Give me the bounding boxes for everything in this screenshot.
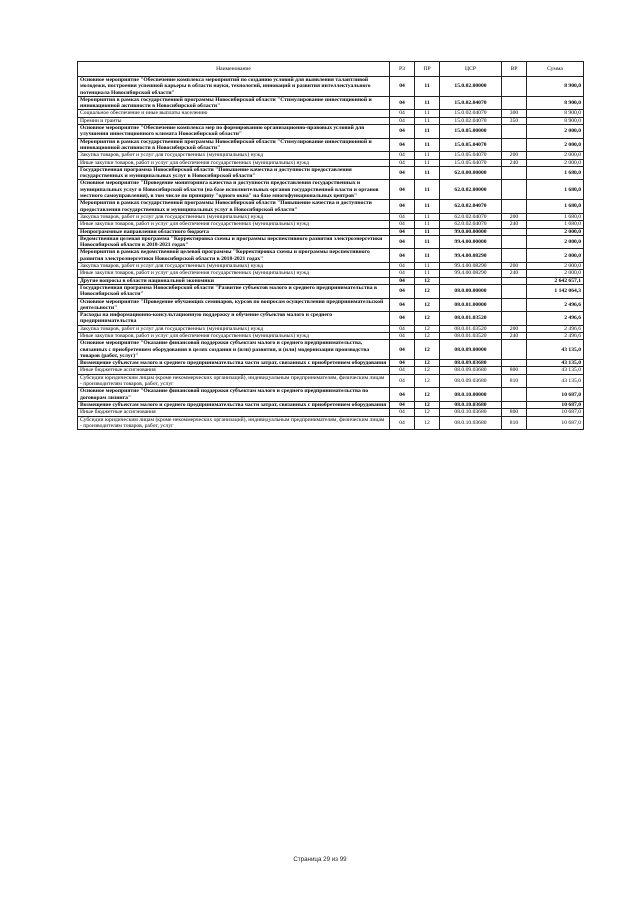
cell-pr: 11 bbox=[415, 152, 440, 159]
cell-name: Мероприятия в рамках государственной программы Новосибирской области "Повышение качества и доступности предоставления государственных и муниципальных услуг в Новосибирской области" bbox=[78, 200, 390, 214]
cell-pr: 11 bbox=[415, 249, 440, 263]
cell-vr: 200 bbox=[502, 263, 527, 270]
cell-rz: 04 bbox=[390, 138, 415, 152]
cell-csr: 08.0.10.03680 bbox=[440, 409, 502, 416]
cell-vr bbox=[502, 200, 527, 214]
cell-name: Иные закупки товаров, работ и услуг для обеспечения государственных (муниципальных) нужд bbox=[78, 221, 390, 228]
table-header-row bbox=[78, 62, 584, 77]
cell-vr: 200 bbox=[502, 213, 527, 220]
cell-name: Государственная программа Новосибирской области "Повышение качества и доступности предоставления государственных и муниципальных услуг в Новосибирской области" bbox=[78, 166, 390, 180]
cell-rz: 04 bbox=[390, 166, 415, 180]
cell-pr: 11 bbox=[415, 96, 440, 110]
cell-name: Мероприятия в рамках ведомственной целевой программы "Корректировка схемы и программы перспективного развития электроэнергетики Новосибирской области в 2018-2021 годах" bbox=[78, 249, 390, 263]
cell-name: Возмещение субъектам малого и среднего предпринимательства части затрат, связанных с приобретением оборудования bbox=[78, 360, 390, 367]
cell-vr: 240 bbox=[502, 332, 527, 339]
table-row bbox=[78, 388, 584, 402]
cell-name: Иные закупки товаров, работ и услуг для обеспечения государственных (муниципальных) нужд bbox=[78, 159, 390, 166]
cell-rz: 04 bbox=[390, 367, 415, 374]
cell-name: Социальное обеспечение и иные выплаты населению bbox=[78, 110, 390, 117]
cell-csr: 15.0.02.04070 bbox=[440, 110, 502, 117]
table-row bbox=[78, 138, 584, 152]
cell-name: Премии и гранты bbox=[78, 117, 390, 124]
cell-csr: 15.0.02.04070 bbox=[440, 117, 502, 124]
table-row bbox=[78, 401, 584, 408]
cell-sum: 43 135,0 bbox=[527, 374, 584, 388]
cell-csr bbox=[440, 277, 502, 284]
cell-sum: 8 900,0 bbox=[527, 117, 584, 124]
cell-vr: 300 bbox=[502, 110, 527, 117]
table-row bbox=[78, 200, 584, 214]
cell-name: Государственная программа Новосибирской области "Развитие субъектов малого и среднего предпринимательства в Новосибирской области" bbox=[78, 284, 390, 298]
cell-name: Расходы на информационно-консультационную поддержку и обучение субъектов малого и среднего предпринимательства bbox=[78, 312, 390, 326]
cell-vr bbox=[502, 284, 527, 298]
cell-name: Другие вопросы в области национальной экономики bbox=[78, 277, 390, 284]
cell-vr bbox=[502, 228, 527, 235]
cell-rz: 04 bbox=[390, 409, 415, 416]
table-row bbox=[78, 180, 584, 200]
header-rz: РЗ bbox=[390, 62, 415, 77]
cell-sum: 8 900,0 bbox=[527, 77, 584, 97]
cell-csr: 08.0.09.03680 bbox=[440, 374, 502, 388]
cell-pr: 12 bbox=[415, 340, 440, 360]
cell-pr: 12 bbox=[415, 367, 440, 374]
cell-pr: 11 bbox=[415, 159, 440, 166]
cell-vr bbox=[502, 340, 527, 360]
cell-sum: 43 135,0 bbox=[527, 360, 584, 367]
cell-rz: 04 bbox=[390, 159, 415, 166]
cell-pr: 11 bbox=[415, 166, 440, 180]
cell-rz: 04 bbox=[390, 228, 415, 235]
cell-sum: 10 687,0 bbox=[527, 401, 584, 408]
cell-sum: 1 142 064,3 bbox=[527, 284, 584, 298]
cell-rz: 04 bbox=[390, 401, 415, 408]
cell-csr: 99.0.00.00000 bbox=[440, 228, 502, 235]
cell-name: Основное мероприятие "Проведение мониторинга качества и доступности предоставления государственных и муниципальных услуг в Новосибирской области (на базе исполнительных органов государственной власти и органов местного самоуправления), в том числе по принципу "одного окна" на базе многофункциональных центров" bbox=[78, 180, 390, 200]
table-row bbox=[78, 374, 584, 388]
header-sum: Сумма bbox=[527, 62, 584, 77]
cell-csr: 62.0.02.04070 bbox=[440, 221, 502, 228]
cell-csr: 62.0.02.04070 bbox=[440, 200, 502, 214]
cell-csr: 08.0.09.00000 bbox=[440, 340, 502, 360]
cell-pr: 12 bbox=[415, 388, 440, 402]
cell-rz: 04 bbox=[390, 249, 415, 263]
cell-csr: 15.0.05.00000 bbox=[440, 125, 502, 139]
cell-name: Закупка товаров, работ и услуг для государственных (муниципальных) нужд bbox=[78, 213, 390, 220]
table-row bbox=[78, 152, 584, 159]
cell-sum: 43 135,0 bbox=[527, 367, 584, 374]
table-row bbox=[78, 228, 584, 235]
cell-rz: 04 bbox=[390, 117, 415, 124]
cell-csr: 15.0.05.04070 bbox=[440, 152, 502, 159]
cell-sum: 1 680,0 bbox=[527, 200, 584, 214]
cell-name: Непрограммные направления областного бюджета bbox=[78, 228, 390, 235]
cell-sum: 1 680,0 bbox=[527, 166, 584, 180]
cell-sum: 10 687,0 bbox=[527, 388, 584, 402]
cell-name: Иные закупки товаров, работ и услуг для обеспечения государственных (муниципальных) нужд bbox=[78, 332, 390, 339]
cell-csr: 08.0.10.00000 bbox=[440, 388, 502, 402]
cell-name: Мероприятия в рамках государственной программы Новосибирской области "Стимулирование инвестиционной и инновационной активности в Новосибирской области" bbox=[78, 138, 390, 152]
cell-name: Основное мероприятие "Обеспечение комплекса мер по формированию организационно-правовых условий для улучшения инвестиционного климата Новосибирской области" bbox=[78, 125, 390, 139]
cell-sum: 8 900,0 bbox=[527, 110, 584, 117]
cell-rz: 04 bbox=[390, 416, 415, 430]
table-row bbox=[78, 96, 584, 110]
table-row bbox=[78, 284, 584, 298]
cell-rz: 04 bbox=[390, 110, 415, 117]
cell-vr: 200 bbox=[502, 325, 527, 332]
cell-pr: 12 bbox=[415, 325, 440, 332]
cell-vr: 240 bbox=[502, 159, 527, 166]
cell-sum: 2 000,0 bbox=[527, 249, 584, 263]
cell-name: Иные бюджетные ассигнования bbox=[78, 367, 390, 374]
table-row bbox=[78, 298, 584, 312]
cell-name: Основное мероприятие "Обеспечение комплекса мероприятий по созданию условий для выявления талантливой молодежи, построения успешной карьеры в области науки, технологий, инноваций и развития интеллектуального потенциала Новосибирской области" bbox=[78, 77, 390, 97]
page-number: Страница 29 из 99 bbox=[293, 856, 347, 863]
cell-csr: 99.4.00.08290 bbox=[440, 270, 502, 277]
cell-pr: 11 bbox=[415, 235, 440, 249]
cell-vr: 240 bbox=[502, 221, 527, 228]
cell-vr bbox=[502, 138, 527, 152]
cell-sum: 2 000,0 bbox=[527, 263, 584, 270]
cell-rz: 04 bbox=[390, 312, 415, 326]
cell-pr: 11 bbox=[415, 263, 440, 270]
table-row bbox=[78, 332, 584, 339]
cell-pr: 11 bbox=[415, 125, 440, 139]
cell-csr: 08.0.01.00000 bbox=[440, 298, 502, 312]
cell-csr: 08.0.01.03520 bbox=[440, 332, 502, 339]
cell-pr: 12 bbox=[415, 416, 440, 430]
cell-sum: 2 496,6 bbox=[527, 298, 584, 312]
header-name: Наименование bbox=[78, 62, 390, 77]
cell-pr: 12 bbox=[415, 332, 440, 339]
cell-vr: 200 bbox=[502, 152, 527, 159]
cell-name: Возмещение субъектам малого и среднего предпринимательства части затрат, связанных с приобретением оборудования bbox=[78, 401, 390, 408]
cell-vr: 810 bbox=[502, 374, 527, 388]
table-row bbox=[78, 125, 584, 139]
cell-sum: 2 000,0 bbox=[527, 235, 584, 249]
cell-rz: 04 bbox=[390, 325, 415, 332]
cell-rz: 04 bbox=[390, 77, 415, 97]
cell-vr bbox=[502, 235, 527, 249]
cell-pr: 11 bbox=[415, 77, 440, 97]
cell-csr: 08.0.09.03680 bbox=[440, 360, 502, 367]
cell-sum: 1 680,0 bbox=[527, 221, 584, 228]
cell-rz: 04 bbox=[390, 374, 415, 388]
cell-rz: 04 bbox=[390, 332, 415, 339]
cell-pr: 12 bbox=[415, 374, 440, 388]
cell-vr bbox=[502, 277, 527, 284]
cell-rz: 04 bbox=[390, 96, 415, 110]
cell-vr: 800 bbox=[502, 367, 527, 374]
cell-sum: 2 000,0 bbox=[527, 138, 584, 152]
table-row bbox=[78, 263, 584, 270]
cell-rz: 04 bbox=[390, 152, 415, 159]
cell-pr: 12 bbox=[415, 298, 440, 312]
cell-sum: 2 496,6 bbox=[527, 312, 584, 326]
cell-name: Иные закупки товаров, работ и услуг для обеспечения государственных (муниципальных) нужд bbox=[78, 270, 390, 277]
table-row bbox=[78, 340, 584, 360]
cell-csr: 15.0.02.00000 bbox=[440, 77, 502, 97]
cell-csr: 62.0.00.00000 bbox=[440, 166, 502, 180]
cell-sum: 10 687,0 bbox=[527, 416, 584, 430]
cell-rz: 04 bbox=[390, 270, 415, 277]
table-row bbox=[78, 277, 584, 284]
table-row bbox=[78, 416, 584, 430]
cell-sum: 2 000,0 bbox=[527, 270, 584, 277]
cell-rz: 04 bbox=[390, 180, 415, 200]
cell-pr: 12 bbox=[415, 401, 440, 408]
cell-sum: 2 642 657,1 bbox=[527, 277, 584, 284]
cell-sum: 1 680,0 bbox=[527, 180, 584, 200]
budget-table bbox=[77, 61, 584, 430]
cell-vr bbox=[502, 249, 527, 263]
cell-name: Закупка товаров, работ и услуг для государственных (муниципальных) нужд bbox=[78, 152, 390, 159]
table-row bbox=[78, 235, 584, 249]
cell-rz: 04 bbox=[390, 235, 415, 249]
cell-pr: 12 bbox=[415, 409, 440, 416]
cell-name: Закупка товаров, работ и услуг для государственных (муниципальных) нужд bbox=[78, 263, 390, 270]
cell-pr: 11 bbox=[415, 213, 440, 220]
cell-rz: 04 bbox=[390, 284, 415, 298]
cell-sum: 10 687,0 bbox=[527, 409, 584, 416]
cell-pr: 11 bbox=[415, 228, 440, 235]
cell-vr: 810 bbox=[502, 416, 527, 430]
cell-sum: 8 900,0 bbox=[527, 96, 584, 110]
cell-csr: 62.0.02.04070 bbox=[440, 213, 502, 220]
cell-vr bbox=[502, 401, 527, 408]
cell-name: Закупка товаров, работ и услуг для государственных (муниципальных) нужд bbox=[78, 325, 390, 332]
cell-csr: 99.4.00.08290 bbox=[440, 249, 502, 263]
cell-pr: 11 bbox=[415, 270, 440, 277]
cell-csr: 08.0.10.03680 bbox=[440, 401, 502, 408]
cell-csr: 15.0.05.04070 bbox=[440, 159, 502, 166]
cell-rz: 04 bbox=[390, 213, 415, 220]
cell-sum: 2 000,0 bbox=[527, 228, 584, 235]
cell-csr: 62.0.02.00000 bbox=[440, 180, 502, 200]
cell-rz: 04 bbox=[390, 125, 415, 139]
cell-pr: 12 bbox=[415, 284, 440, 298]
table-row bbox=[78, 249, 584, 263]
cell-sum: 1 680,0 bbox=[527, 213, 584, 220]
cell-name: Иные бюджетные ассигнования bbox=[78, 409, 390, 416]
cell-vr bbox=[502, 125, 527, 139]
cell-sum: 2 000,0 bbox=[527, 152, 584, 159]
cell-vr: 350 bbox=[502, 117, 527, 124]
cell-pr: 11 bbox=[415, 117, 440, 124]
table-row bbox=[78, 166, 584, 180]
table-row bbox=[78, 409, 584, 416]
cell-vr bbox=[502, 77, 527, 97]
cell-csr: 99.4.00.08290 bbox=[440, 263, 502, 270]
cell-vr bbox=[502, 298, 527, 312]
cell-csr: 15.0.02.04070 bbox=[440, 96, 502, 110]
table-row bbox=[78, 213, 584, 220]
table-row bbox=[78, 159, 584, 166]
cell-pr: 12 bbox=[415, 360, 440, 367]
table-row bbox=[78, 270, 584, 277]
cell-rz: 04 bbox=[390, 388, 415, 402]
cell-vr bbox=[502, 96, 527, 110]
cell-vr bbox=[502, 166, 527, 180]
cell-pr: 11 bbox=[415, 110, 440, 117]
table-row bbox=[78, 77, 584, 97]
cell-pr: 12 bbox=[415, 277, 440, 284]
header-csr: ЦСР bbox=[440, 62, 502, 77]
cell-csr: 08.0.10.03680 bbox=[440, 416, 502, 430]
cell-vr bbox=[502, 180, 527, 200]
cell-name: Мероприятия в рамках государственной программы Новосибирской области "Стимулирование инвестиционной и инновационной активности в Новосибирской области" bbox=[78, 96, 390, 110]
cell-name: Основное мероприятие "Оказание финансовой поддержки субъектам малого и среднего предпринимательства, связанных с приобретением оборудования в целях создания и (или) развития, и (или) модернизации производства товаров (работ, услуг)" bbox=[78, 340, 390, 360]
cell-pr: 11 bbox=[415, 138, 440, 152]
cell-pr: 11 bbox=[415, 221, 440, 228]
table-row bbox=[78, 367, 584, 374]
table-row bbox=[78, 312, 584, 326]
cell-csr: 08.0.01.03520 bbox=[440, 312, 502, 326]
cell-rz: 04 bbox=[390, 200, 415, 214]
cell-pr: 11 bbox=[415, 180, 440, 200]
cell-pr: 11 bbox=[415, 200, 440, 214]
cell-name: Ведомственная целевая программа "Корректировка схемы и программы перспективного развития электроэнергетики Новосибирской области в 2018-2021 годах" bbox=[78, 235, 390, 249]
table-row bbox=[78, 360, 584, 367]
cell-rz: 04 bbox=[390, 298, 415, 312]
cell-csr: 99.4.00.00000 bbox=[440, 235, 502, 249]
header-pr: ПР bbox=[415, 62, 440, 77]
cell-sum: 43 135,0 bbox=[527, 340, 584, 360]
cell-vr bbox=[502, 312, 527, 326]
cell-vr bbox=[502, 388, 527, 402]
cell-sum: 2 496,6 bbox=[527, 332, 584, 339]
cell-rz: 04 bbox=[390, 277, 415, 284]
cell-sum: 2 496,6 bbox=[527, 325, 584, 332]
cell-sum: 2 000,0 bbox=[527, 159, 584, 166]
cell-csr: 15.0.05.04070 bbox=[440, 138, 502, 152]
cell-name: Субсидии юридическим лицам (кроме некоммерческих организаций), индивидуальным предпринимателям, физическим лицам - производителям товаров, работ, услуг bbox=[78, 374, 390, 388]
cell-rz: 04 bbox=[390, 263, 415, 270]
cell-rz: 04 bbox=[390, 360, 415, 367]
cell-name: Субсидии юридическим лицам (кроме некоммерческих организаций), индивидуальным предпринимателям, физическим лицам - производителям товаров, работ, услуг bbox=[78, 416, 390, 430]
cell-name: Основное мероприятие "Оказание финансовой поддержки субъектам малого и среднего предпринимательства по договорам лизинга" bbox=[78, 388, 390, 402]
cell-csr: 08.0.09.03680 bbox=[440, 367, 502, 374]
cell-csr: 08.0.00.00000 bbox=[440, 284, 502, 298]
cell-vr bbox=[502, 360, 527, 367]
cell-sum: 2 000,0 bbox=[527, 125, 584, 139]
cell-rz: 04 bbox=[390, 340, 415, 360]
cell-name: Основное мероприятие "Проведение обучающих семинаров, курсов по вопросам осуществления предпринимательской деятельности" bbox=[78, 298, 390, 312]
table-row bbox=[78, 325, 584, 332]
cell-vr: 800 bbox=[502, 409, 527, 416]
table-row bbox=[78, 110, 584, 117]
cell-csr: 08.0.01.03520 bbox=[440, 325, 502, 332]
cell-vr: 240 bbox=[502, 270, 527, 277]
header-vr: ВР bbox=[502, 62, 527, 77]
table-row bbox=[78, 221, 584, 228]
cell-rz: 04 bbox=[390, 221, 415, 228]
table-row bbox=[78, 117, 584, 124]
cell-pr: 12 bbox=[415, 312, 440, 326]
